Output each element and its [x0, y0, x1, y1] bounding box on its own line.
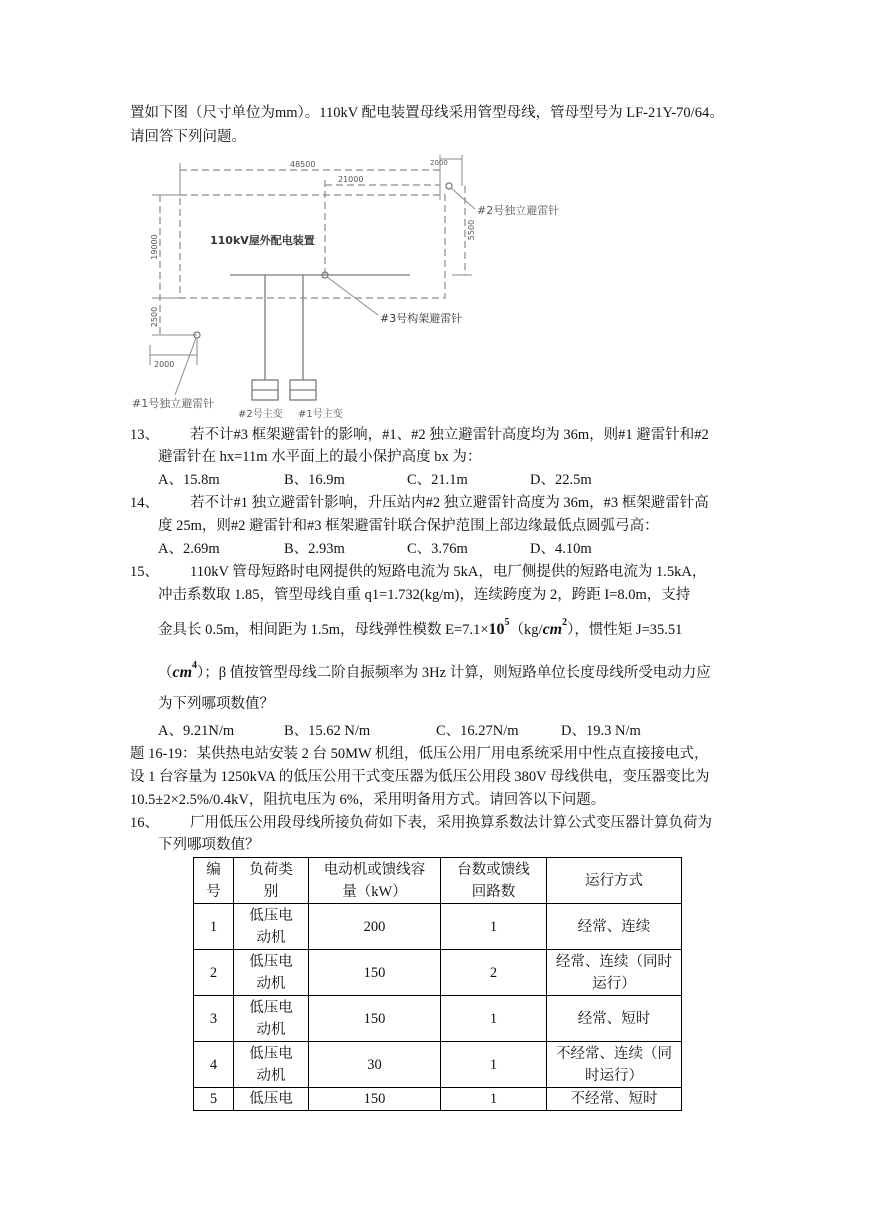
cell-number: 3 [194, 996, 234, 1042]
dim-label-left-lower: 2500 [150, 306, 159, 328]
rod3-leader [327, 277, 378, 315]
header-operation-mode: 运行方式 [547, 858, 682, 904]
rod3-label: #3号构架避雷针 [380, 312, 463, 325]
cell-number: 1 [194, 904, 234, 950]
transformer-2-label: #2号主变 [238, 409, 283, 420]
unit-open: （kg/ [509, 622, 543, 638]
q14-line-2: 度 25m，则#2 避雷针和#3 框架避雷针联合保护范围上部边缘最低点圆弧弓高： [158, 518, 659, 534]
q14-line-1: 若不计#1 独立避雷针影响，升压站内#2 独立避雷针高度为 36m，#3 框架避雷针高 [190, 495, 709, 511]
unit-exponent: 2 [562, 617, 568, 628]
q14-option-b: B、2.93m [284, 541, 345, 557]
q15-line-4 [158, 660, 711, 683]
cell-load-type: 低压电动机 [234, 996, 309, 1042]
table-row [194, 950, 682, 996]
rod2-label: #2号独立避雷针 [477, 204, 560, 217]
q13-line-2: 避雷针在 hx=11m 水平面上的最小保护高度 bx 为： [158, 449, 482, 465]
section-16-19-line-1: 题 16-19：某供热电站安装 2 台 50MW 机组，低压公用厂用电系统采用中性点直接接电式， [130, 746, 709, 762]
q15-line-3 [158, 617, 683, 640]
q13-line-1: 若不计#3 框架避雷针的影响，#1、#2 独立避雷针高度均为 36m，则#1 避雷针和#2 [190, 427, 709, 443]
q16-line-1: 厂用低压公用段母线所接负荷如下表，采用换算系数法计算公式变压器计算负荷为 [190, 815, 712, 831]
unit-exponent: 4 [192, 660, 198, 671]
header-load-type: 负荷类别 [234, 858, 309, 904]
unit-open: （ [158, 665, 173, 681]
cell-load-type: 低压电 [234, 1088, 309, 1111]
cell-count: 1 [441, 904, 547, 950]
q15-line-2: 冲击系数取 1.85，管型母线自重 q1=1.732(kg/m)，连续跨度为 2，跨距 I=8.0m，支持 [158, 587, 691, 603]
substation-layout-diagram [130, 155, 565, 423]
q14-option-c: C、3.76m [407, 541, 468, 557]
cell-load-type: 低压电动机 [234, 1042, 309, 1088]
cell-number: 5 [194, 1088, 234, 1111]
table-row [194, 1088, 682, 1111]
cell-count: 2 [441, 950, 547, 996]
rod1-leader [175, 338, 196, 395]
q14-option-d: D、4.10m [530, 541, 592, 557]
q16-number: 16、 [130, 815, 159, 831]
cell-count: 1 [441, 996, 547, 1042]
q13-option-a: A、15.8m [158, 472, 220, 488]
q15-line-1: 110kV 管母短路时电网提供的短路电流为 5kA，电厂侧提供的短路电流为 1.5kA， [190, 564, 707, 580]
q13-number: 13、 [130, 427, 159, 443]
table-row [194, 1042, 682, 1088]
dim-label-left: 19000 [150, 234, 159, 260]
intro-line-1: 置如下图（尺寸单位为mm）。110kV 配电装置母线采用管型母线，管母型号为 LF-21Y-70/64。 [130, 105, 724, 121]
q15-option-d: D、19.3 N/m [561, 723, 641, 739]
unit-cm: cm [542, 621, 563, 638]
cell-operation-mode: 不经常、短时 [547, 1088, 682, 1111]
cell-capacity: 150 [309, 996, 441, 1042]
cell-capacity: 30 [309, 1042, 441, 1088]
rod1-label: #1号独立避雷针 [132, 397, 215, 410]
q14-number: 14、 [130, 495, 159, 511]
cell-count: 1 [441, 1042, 547, 1088]
q15-line-3-tail: ），惯性矩 J=35.51 [567, 622, 683, 638]
intro-line-2: 请回答下列问题。 [130, 129, 246, 145]
dim-label-middle: 21000 [338, 175, 364, 184]
power-exponent: 5 [504, 617, 510, 628]
header-capacity: 电动机或馈线容量（kW） [309, 858, 441, 904]
cell-capacity: 150 [309, 1088, 441, 1111]
dim-label-bottom: 2000 [154, 360, 175, 369]
q13-option-c: C、21.1m [407, 472, 468, 488]
header-count: 台数或馈线回路数 [441, 858, 547, 904]
switchyard-label: 110kV屋外配电装置 [210, 234, 315, 247]
cell-count: 1 [441, 1088, 547, 1111]
q15-line-4-tail: ）；β 值按管型母线二阶自振频率为 3Hz 计算，则短路单位长度母线所受电动力应 [197, 665, 711, 681]
cell-load-type: 低压电动机 [234, 950, 309, 996]
cell-operation-mode: 经常、连续（同时运行） [547, 950, 682, 996]
cell-operation-mode: 经常、短时 [547, 996, 682, 1042]
rod2-leader [451, 188, 475, 209]
q15-option-a: A、9.21N/m [158, 723, 235, 739]
cell-number: 4 [194, 1042, 234, 1088]
q15-option-b: B、15.62 N/m [284, 723, 371, 739]
section-16-19-line-3: 10.5±2×2.5%/0.4kV，阻抗电压为 6%，采用明备用方式。请回答以下问题。 [130, 792, 606, 808]
q15-option-c: C、16.27N/m [436, 723, 519, 739]
dim-label-total: 48500 [290, 160, 316, 169]
dim-label-top-right: 2000 [430, 159, 448, 167]
table-row [194, 904, 682, 950]
table-header-row [194, 858, 682, 904]
transformer-1-label: #1号主变 [298, 409, 343, 420]
load-table [193, 857, 682, 1111]
cell-load-type: 低压电动机 [234, 904, 309, 950]
q14-option-a: A、2.69m [158, 541, 220, 557]
q16-line-2: 下列哪项数值？ [158, 837, 260, 853]
power-base: 10 [488, 621, 505, 638]
q15-line-3-text: 金具长 0.5m，相间距为 1.5m，母线弹性模数 E=7.1× [158, 622, 489, 638]
cell-operation-mode: 经常、连续 [547, 904, 682, 950]
header-number: 编号 [194, 858, 234, 904]
section-16-19-line-2: 设 1 台容量为 1250kVA 的低压公用干式变压器为低压公用段 380V 母线供电，变压器变比为 [130, 769, 710, 785]
cell-operation-mode: 不经常、连续（同时运行） [547, 1042, 682, 1088]
q15-line-5: 为下列哪项数值？ [158, 696, 274, 712]
cell-capacity: 200 [309, 904, 441, 950]
q15-number: 15、 [130, 564, 159, 580]
q13-option-d: D、22.5m [530, 472, 592, 488]
unit-cm: cm [172, 664, 193, 681]
cell-number: 2 [194, 950, 234, 996]
cell-capacity: 150 [309, 950, 441, 996]
q13-option-b: B、16.9m [284, 472, 345, 488]
table-row [194, 996, 682, 1042]
dim-label-right: 5500 [467, 219, 476, 241]
